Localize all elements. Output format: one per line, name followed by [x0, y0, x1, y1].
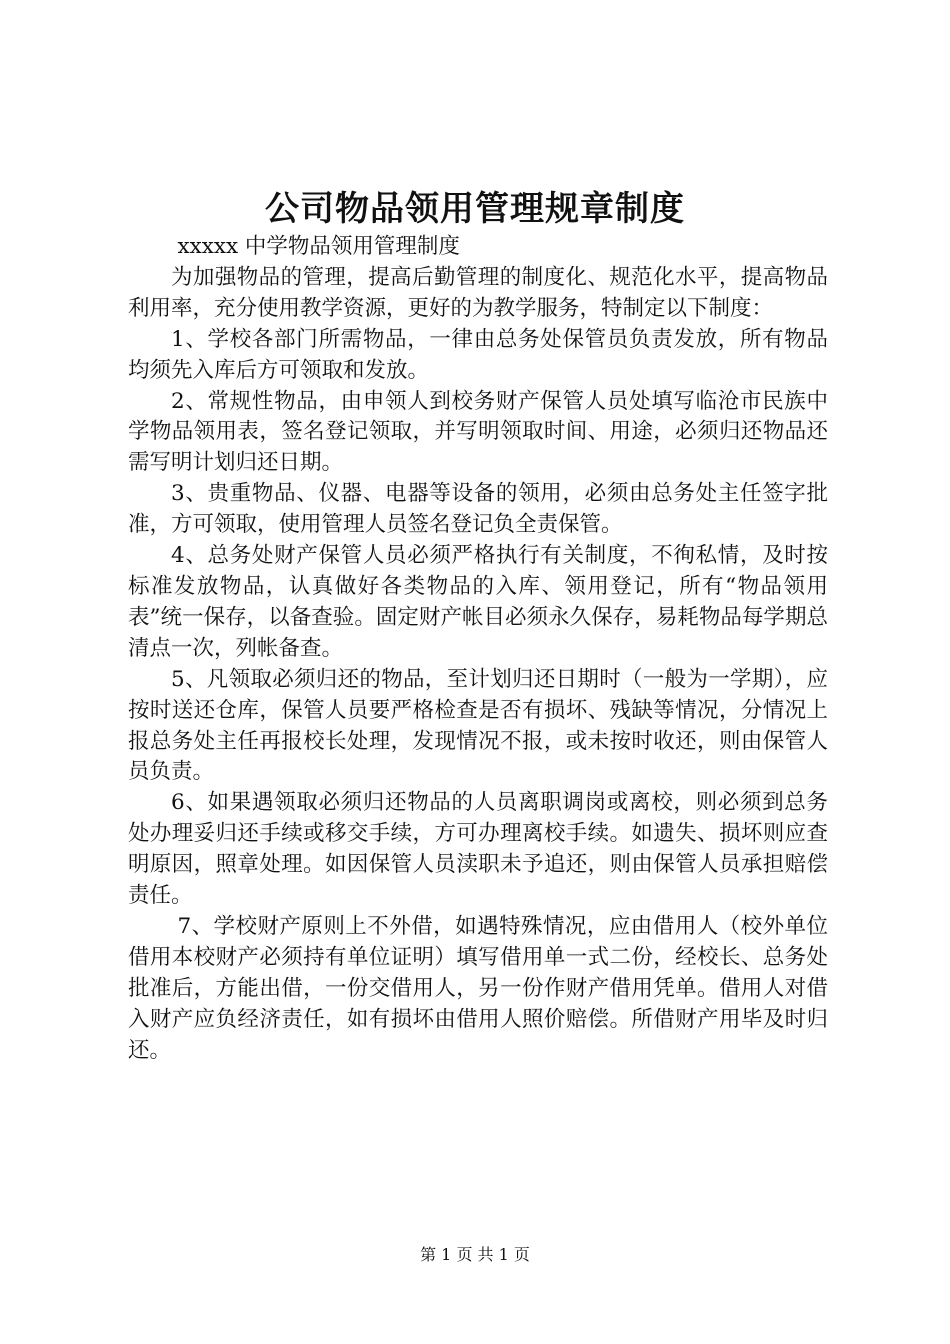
document-subtitle: xxxxx 中学物品领用管理制度: [177, 234, 460, 259]
paragraph-rule-3: 3、贵重物品、仪器、电器等设备的领用，必须由总务处主任签字批准，方可领取，使用管理人员签名登记负全责保管。: [128, 481, 828, 538]
paragraph-rule-5: 5、凡领取必须归还的物品，至计划归还日期时（一般为一学期），应按时送还仓库，保管人员要严格检查是否有损坏、残缺等情况，分情况上报总务处主任再报校长处理，发现情况不报，或未按时收还，则由保管人员负责。: [128, 666, 828, 785]
document-body: [128, 232, 828, 1066]
paragraph-intro: 为加强物品的管理，提高后勤管理的制度化、规范化水平，提高物品利用率，充分使用教学资源，更好的为教学服务，特制定以下制度：: [128, 264, 828, 321]
paragraph-rule-6: 6、如果遇领取必须归还物品的人员离职调岗或离校，则必须到总务处办理妥归还手续或移交手续，方可办理离校手续。如遗失、损坏则应查明原因，照章处理。如因保管人员渎职未予追还，则由保管人员承担赔偿责任。: [128, 790, 828, 909]
page-footer: 第 1 页 共 1 页: [420, 1245, 530, 1264]
paragraph-rule-1: 1、学校各部门所需物品，一律由总务处保管员负责发放，所有物品均须先入库后方可领取和发放。: [128, 326, 828, 383]
document-title: 公司物品领用管理规章制度: [265, 189, 685, 229]
paragraph-rule-4: 4、总务处财产保管人员必须严格执行有关制度，不徇私情，及时按标准发放物品，认真做好各类物品的入库、领用登记，所有“物品领用表”统一保存，以备查验。固定财产帐目必须永久保存，易耗物品每学期总清点一次，列帐备查。: [128, 543, 828, 661]
paragraph-rule-7: 7、学校财产原则上不外借，如遇特殊情况，应由借用人（校外单位借用本校财产必须持有单位证明）填写借用单一式二份，经校长、总务处批准后，方能出借，一份交借用人，另一份作财产借用凭单。借用人对借入财产应负经济责任，如有损坏由借用人照价赔偿。所借财产用毕及时归还。: [128, 913, 828, 1063]
paragraph-rule-2: 2、常规性物品，由申领人到校务财产保管人员处填写临沧市民族中学物品领用表，签名登记领取，并写明领取时间、用途，必须归还物品还需写明计划归还日期。: [128, 388, 828, 476]
